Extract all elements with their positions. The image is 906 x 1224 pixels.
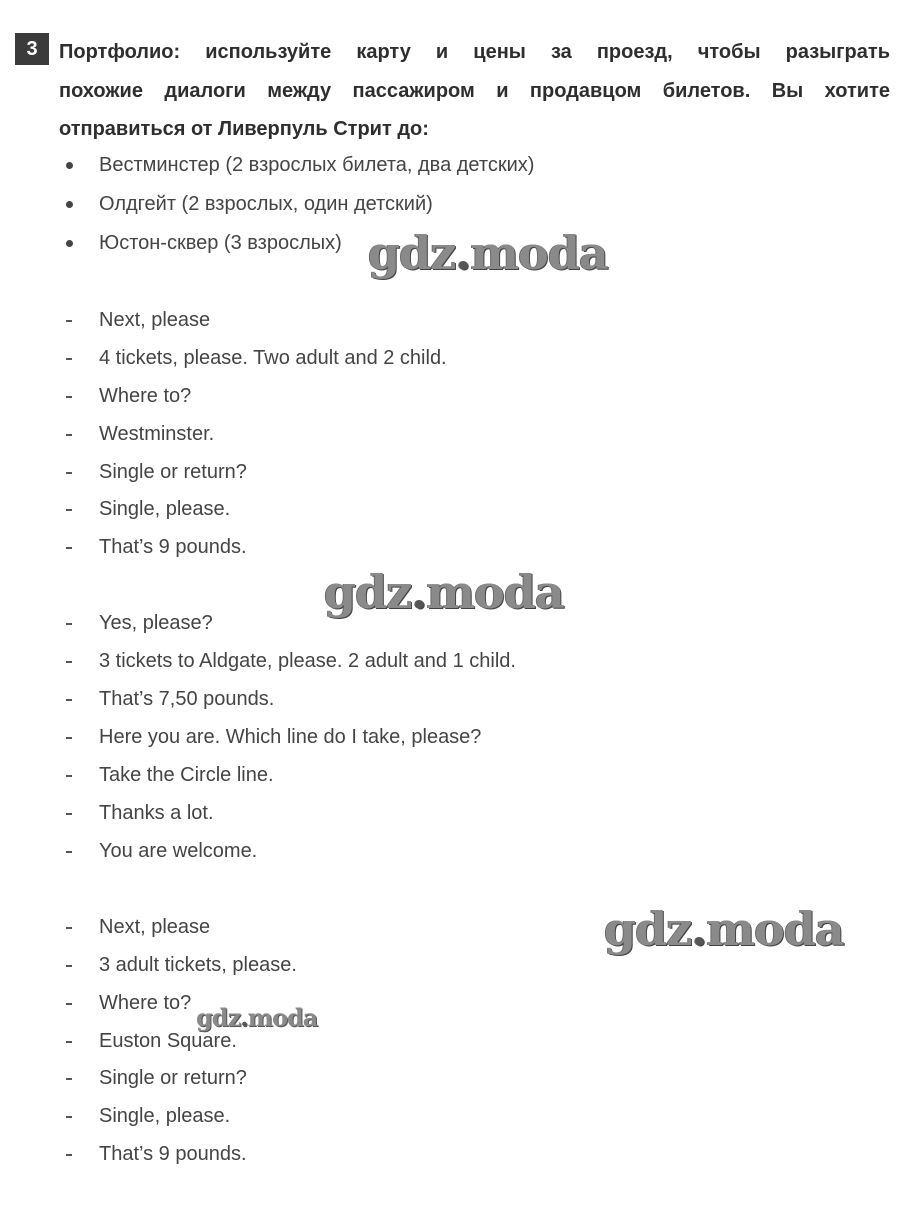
dialogue-line-text: Single or return? [99, 461, 247, 483]
dash-icon [66, 358, 72, 360]
task-prompt-line: отправиться от Ливерпуль Стрит до: [59, 118, 429, 140]
task-prompt-line: Портфолио: используйте карту и цены за проезд, чтобы разыграть [59, 41, 890, 63]
watermark-dot: . [455, 226, 471, 280]
dialogue-line-text: 4 tickets, please. Two adult and 2 child. [99, 347, 447, 369]
dash-icon [66, 396, 72, 398]
dash-icon [66, 775, 72, 777]
dialogue-line-text: Yes, please? [99, 612, 213, 634]
watermark-text: moda [706, 902, 844, 956]
dialogue-line-text: Here you are. Which line do I take, please? [99, 726, 482, 748]
dash-icon [66, 1041, 72, 1043]
dialogue-line-text: Next, please [99, 309, 211, 331]
dash-icon [66, 509, 72, 511]
bullet-item-text: Олдгейт (2 взрослых, один детский) [99, 193, 433, 215]
dash-icon [66, 472, 72, 474]
watermark-dot: . [240, 1003, 248, 1032]
watermark [196, 1003, 317, 1032]
dialogue-line-text: That’s 9 pounds. [99, 536, 247, 558]
dialogue-line-text: That’s 7,50 pounds. [99, 688, 275, 710]
bullet-dot-icon [66, 162, 73, 169]
watermark-dot: . [691, 902, 707, 956]
dialogue-line-text: You are welcome. [99, 840, 258, 862]
task-number-badge: 3 [15, 33, 49, 65]
watermark-text: moda [470, 226, 608, 280]
task-prompt [59, 33, 890, 149]
dash-icon [66, 851, 72, 853]
dialogue-line-text: Single, please. [99, 1105, 231, 1127]
watermark-text: gdz [368, 226, 456, 280]
dash-icon [66, 1116, 72, 1118]
watermark [604, 902, 844, 956]
dialogue-line-text: That’s 9 pounds. [99, 1143, 247, 1165]
watermark-text: gdz [324, 565, 412, 619]
bullet-item-text: Вестминстер (2 взрослых билета, два детских) [99, 154, 535, 176]
dialogue-line-text: Single or return? [99, 1067, 247, 1089]
bullet-dot-icon [66, 201, 73, 208]
dash-icon [66, 1078, 72, 1080]
dash-icon [66, 623, 72, 625]
dash-icon [66, 547, 72, 549]
dash-icon [66, 813, 72, 815]
dialogue-line-text: Where to? [99, 992, 192, 1014]
dialogue-line-text: Next, please [99, 916, 211, 938]
watermark-text: gdz [604, 902, 692, 956]
watermark [324, 565, 564, 619]
dash-icon [66, 320, 72, 322]
dialogue-line-text: Euston Square. [99, 1030, 237, 1052]
dash-icon [66, 434, 72, 436]
dialogue-line-text: Thanks a lot. [99, 802, 214, 824]
dialogue-line-text: Westminster. [99, 423, 215, 445]
watermark-dot: . [411, 565, 427, 619]
dialogue-line-text: Take the Circle line. [99, 764, 274, 786]
dash-icon [66, 965, 72, 967]
task-prompt-line: похожие диалоги между пассажиром и продавцом билетов. Вы хотите [59, 79, 890, 102]
dash-icon [66, 699, 72, 701]
dash-icon [66, 661, 72, 663]
watermark-text: moda [426, 565, 564, 619]
dash-icon [66, 1003, 72, 1005]
dialogue-line-text: 3 adult tickets, please. [99, 954, 297, 976]
dialogue-line-text: Single, please. [99, 498, 231, 520]
watermark-text: gdz [196, 1003, 241, 1032]
dialogue-line-text: Where to? [99, 385, 192, 407]
bullet-item-text: Юстон-сквер (3 взрослых) [99, 232, 342, 254]
dash-icon [66, 1154, 72, 1156]
watermark-text: moda [247, 1003, 318, 1032]
dash-icon [66, 927, 72, 929]
bullet-dot-icon [66, 240, 73, 247]
dash-icon [66, 737, 72, 739]
dialogue-line-text: 3 tickets to Aldgate, please. 2 adult and 1 child. [99, 650, 516, 672]
watermark [368, 226, 608, 280]
